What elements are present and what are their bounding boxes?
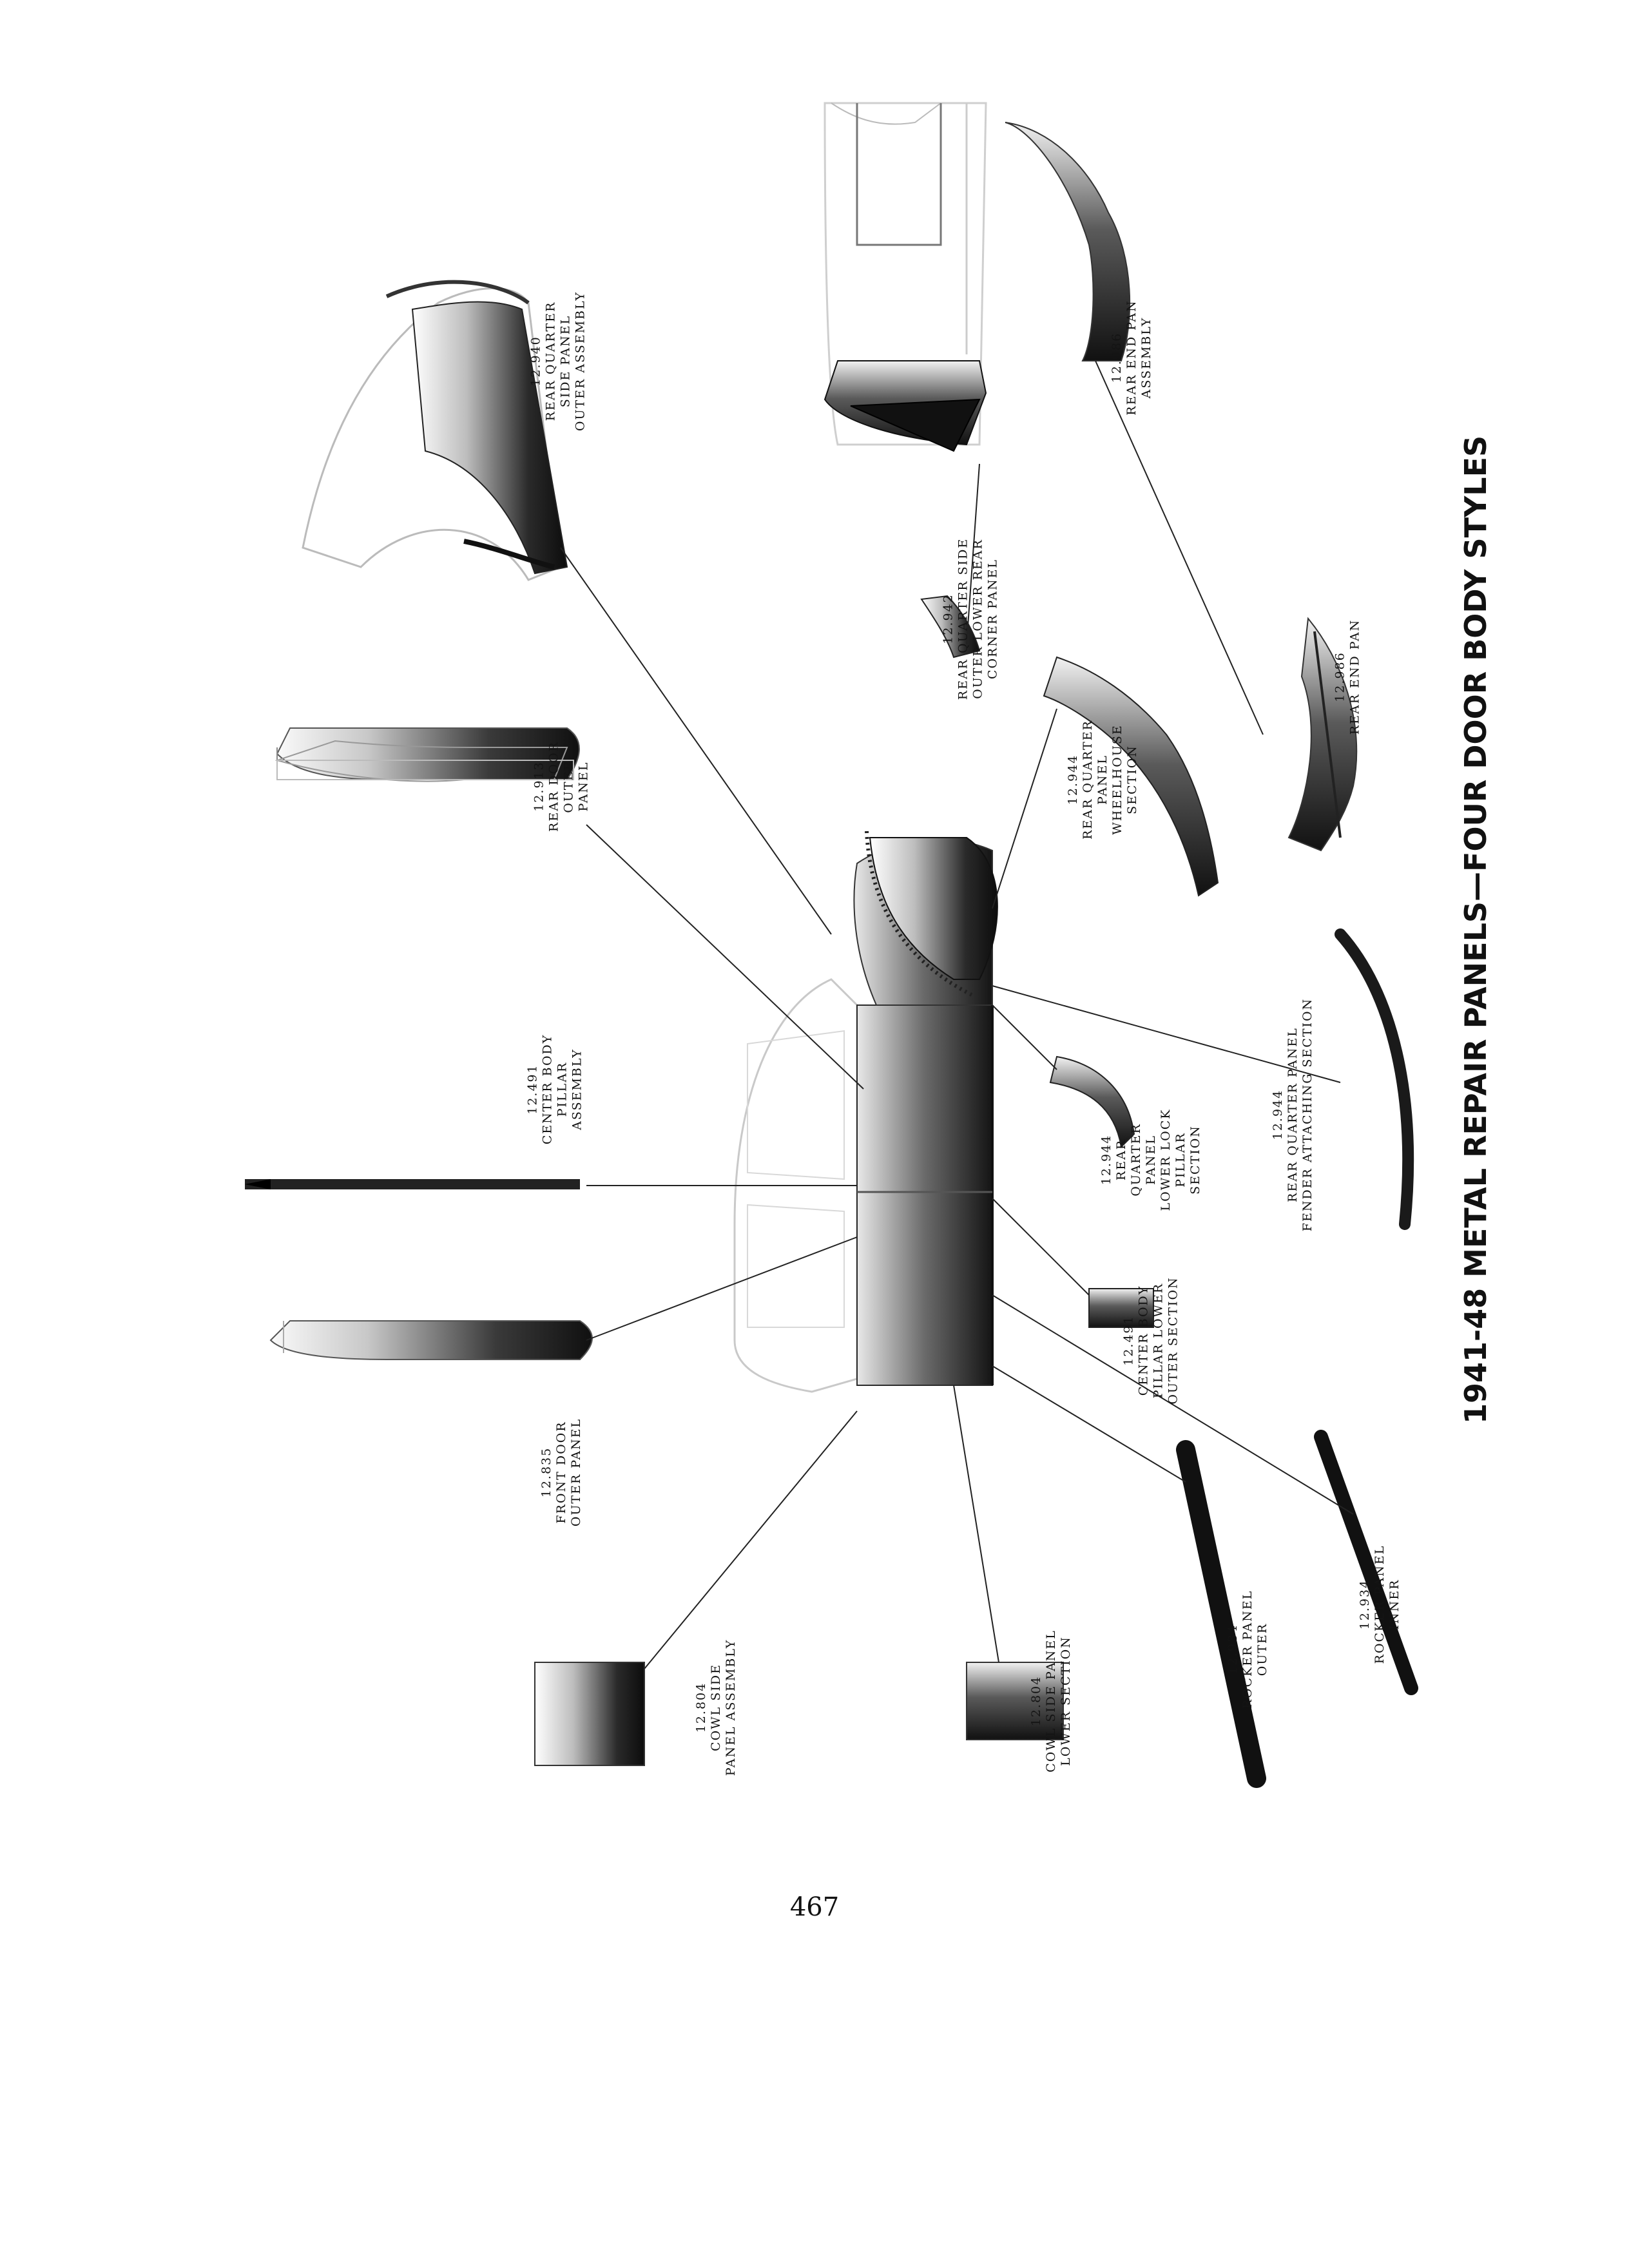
callout-rear-end-pan: 12.986 REAR END PAN (1333, 619, 1362, 735)
callout-rear-end-pan-assembly: 12.986 REAR END PAN ASSEMBLY (1110, 300, 1153, 416)
page-title: 1941-48 METAL REPAIR PANELS—FOUR DOOR BODY STYLES (1458, 435, 1493, 1424)
callout-rear-quarter-panel-wheelhouse: 12.944 REAR QUARTER PANEL WHEELHOUSE SECTION (1066, 720, 1139, 840)
callout-rocker-panel-outer: 12.934 ROCKER PANEL OUTER (1226, 1590, 1269, 1709)
page-number: 467 (789, 1892, 840, 1922)
cowl-side-panel-assembly-part (535, 1662, 644, 1765)
callout-rear-door-outer-panel: 12.913 REAR DOOR OUTER PANEL (532, 740, 591, 832)
fender-attaching-section-part (1340, 934, 1408, 1224)
callout-rear-quarter-panel-fender-attaching: 12.944 REAR QUARTER PANEL FENDER ATTACHING SECTION (1271, 997, 1315, 1232)
callout-rocker-panel-inner: 12.934 ROCKER PANEL INNER (1358, 1544, 1402, 1664)
callout-rear-quarter-panel-lower-lock-pillar: 12.944 REAR QUARTER PANEL LOWER LOCK PILLAR SECTION (1099, 1108, 1202, 1211)
callout-rear-quarter-side-outer-lower-rear-corner: 12.942 REAR QUARTER SIDE OUTER LOWER REAR CORNER PANEL (941, 537, 1000, 700)
vehicle-body-side (735, 831, 998, 1392)
callout-center-body-pillar-lower-outer: 12.491 CENTER BODY PILLAR LOWER OUTER SECTION (1121, 1276, 1181, 1405)
center-body-pillar-assembly-part (245, 1179, 580, 1189)
callout-cowl-side-panel-lower-section: 12.804 COWL SIDE PANEL LOWER SECTION (1029, 1629, 1073, 1773)
callout-center-body-pillar-assembly: 12.491 CENTER BODY PILLAR ASSEMBLY (525, 1033, 584, 1144)
front-door-outer-panel-part (271, 1321, 592, 1360)
callout-cowl-side-panel-assembly: 12.804 COWL SIDE PANEL ASSEMBLY (694, 1639, 738, 1776)
callout-rear-quarter-side-panel-outer: 12.940 REAR QUARTER SIDE PANEL OUTER ASSEMBLY (528, 291, 588, 431)
callout-front-door-outer-panel: 12.835 FRONT DOOR OUTER PANEL (539, 1418, 583, 1527)
